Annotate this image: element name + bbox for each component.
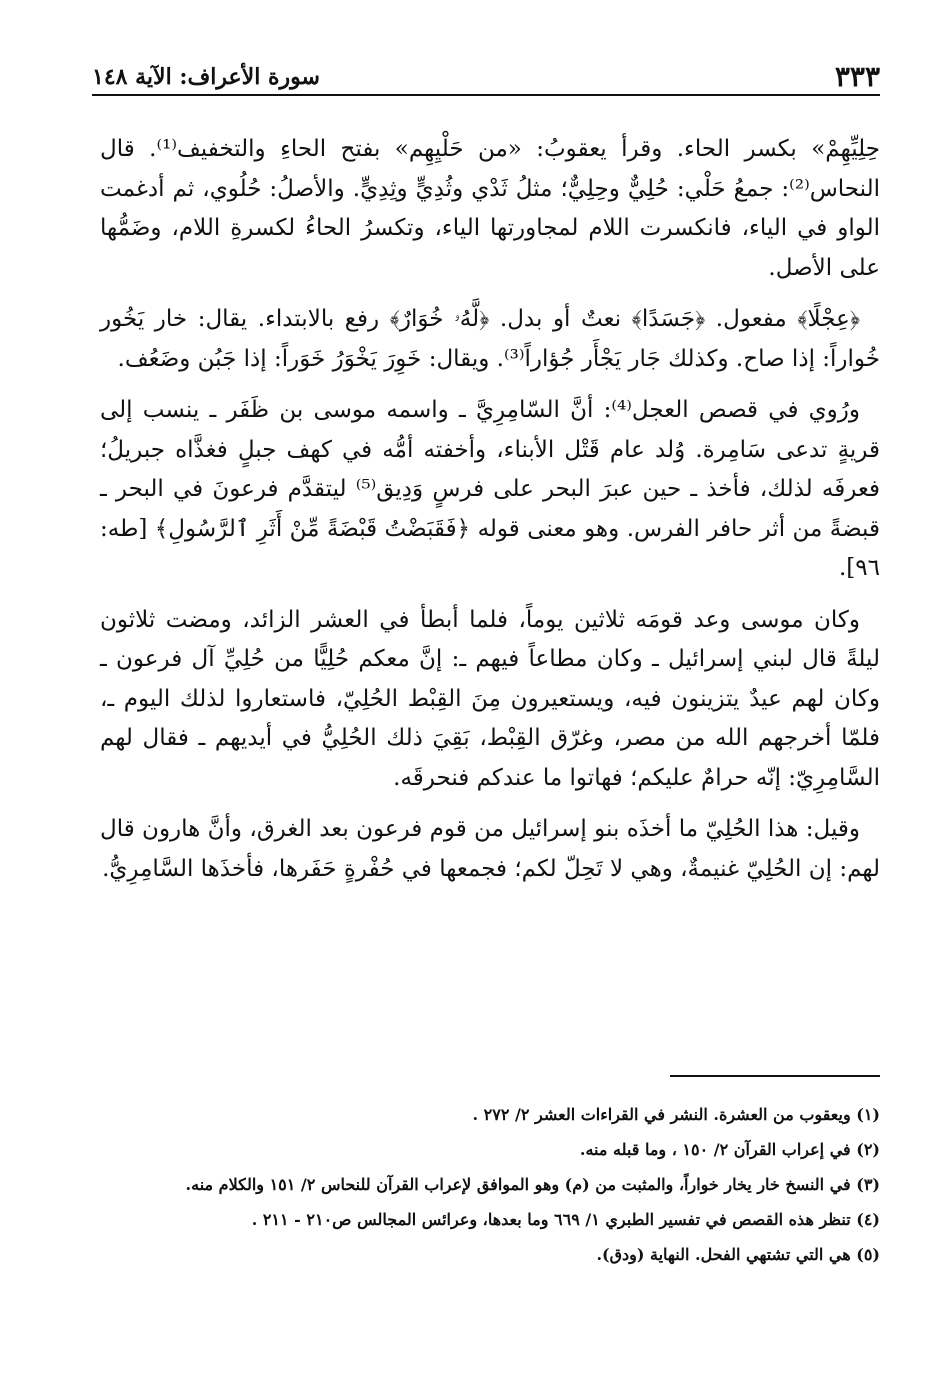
paragraph-4: وكان موسى وعد قومَه ثلاثين يوماً، فلما أبطأ في العشر الزائد، ومضت ثلاثون ليلةً قال لبني إسرائيل ـ وكان مطاعاً فيهم ـ: إنَّ معكم حُلِيًّا من حُلِيِّ آل فرعون ـ وكان لهم عيدٌ يتزينون فيه، ويستعيرون مِنَ القِبْط الحُلِيّ، فاستعاروا لذلك اليوم ـ، فلمّا أخرجهم الله من مصر، وغرّق القِبْط، بَقِيَ ذلك الحُلِيُّ في أيديهم ـ فقال لهم السَّامِرِيّ: إنّه حرامٌ عليكم؛ فهاتوا ما عندكم فنحرقَه. (100, 606, 880, 791)
footnote-separator (670, 1075, 880, 1077)
main-text (100, 130, 880, 901)
footnote-5: (٥) هي التي تشتهي الفحل. النهاية (ودق). (596, 1245, 880, 1264)
footnote-4: (٤) تنظر هذه القصص في تفسير الطبري ١/ ٦٦٩ وما بعدها، وعرائس المجالس ص٢١٠ - ٢١١ . (251, 1210, 880, 1229)
page-number: ٣٣٣ (834, 60, 880, 93)
paragraph-5: وقيل: هذا الحُلِيّ ما أخذَه بنو إسرائيل من قوم فرعون بعد الغرق، وأنَّ هارون قال لهم: إن الحُلِيّ غنيمةٌ، وهي لا تَحِلّ لكم؛ فجمعها في حُفْرةٍ حَفَرها، فأخذَها السَّامِرِيُّ. (100, 816, 880, 882)
footnote-3: (٣) في النسخ خار يخار خواراً، والمثبت من (م) وهو الموافق لإعراب القرآن للنحاس ٢/ ١٥١ والكلام منه. (185, 1175, 880, 1194)
paragraph-3: ورُوي في قصص العجل⁽⁴⁾: أنَّ السّامِرِيَّ ـ واسمه موسى بن ظَفَر ـ ينسب إلى قريةٍ تدعى سَامِرة. وُلد عام قَتْل الأبناء، وأخفته أمُّه في كهف جبلٍ فغذَّاه جبريلُ؛ فعرفَه لذلك، فأخذ ـ حين عبرَ البحر على فرسٍ وَدِيق⁽⁵⁾ ليتقدَّم فرعونَ في البحر ـ قبضةً من أثر حافر الفرس. وهو معنى قوله ﴿فَقَبَضْتُ قَبْضَةً مِّنْ أَثَرِ ٱلرَّسُولِ﴾ [طه: ٩٦]. (100, 397, 880, 581)
footnotes (100, 1100, 880, 1275)
page-header (92, 54, 880, 96)
chapter-title: سورة الأعراف: الآية ١٤٨ (92, 64, 320, 90)
paragraph-1: حِلِيِّهِمْ» بكسر الحاء. وقرأ يعقوبُ: «من حَلْيِهِم» بفتح الحاءِ والتخفيف⁽¹⁾. قال النحاس⁽²⁾: جمعُ حَلْي: حُلِيٌّ وحِلِيٌّ؛ مثلُ ثَدْي وثُدِيٍّ وثِدِيٍّ. والأصلُ: حُلُوي، ثم أدغمت الواو في الياء، فانكسرت اللام لمجاورتها الياء، وتكسرُ الحاءُ لكسرةِ اللام، وضَمُّها على الأصل. (100, 136, 880, 281)
footnote-1: (١) ويعقوب من العشرة. النشر في القراءات العشر ٢/ ٢٧٢ . (472, 1105, 880, 1124)
paragraph-2: ﴿عِجْلًا﴾ مفعول. ﴿جَسَدًا﴾ نعتٌ أو بدل. ﴿لَّهُۥ خُوَارٌ﴾ رفع بالابتداء. يقال: خار يَخُور خُواراً: إذا صاح. وكذلك جَار يَجْأَر جُؤاراً⁽³⁾. ويقال: خَوِرَ يَخْوَرُ خَوَراً: إذا جَبُن وضَعُف. (100, 306, 880, 372)
footnote-2: (٢) في إعراب القرآن ٢/ ١٥٠ ، وما قبله منه. (579, 1140, 880, 1159)
